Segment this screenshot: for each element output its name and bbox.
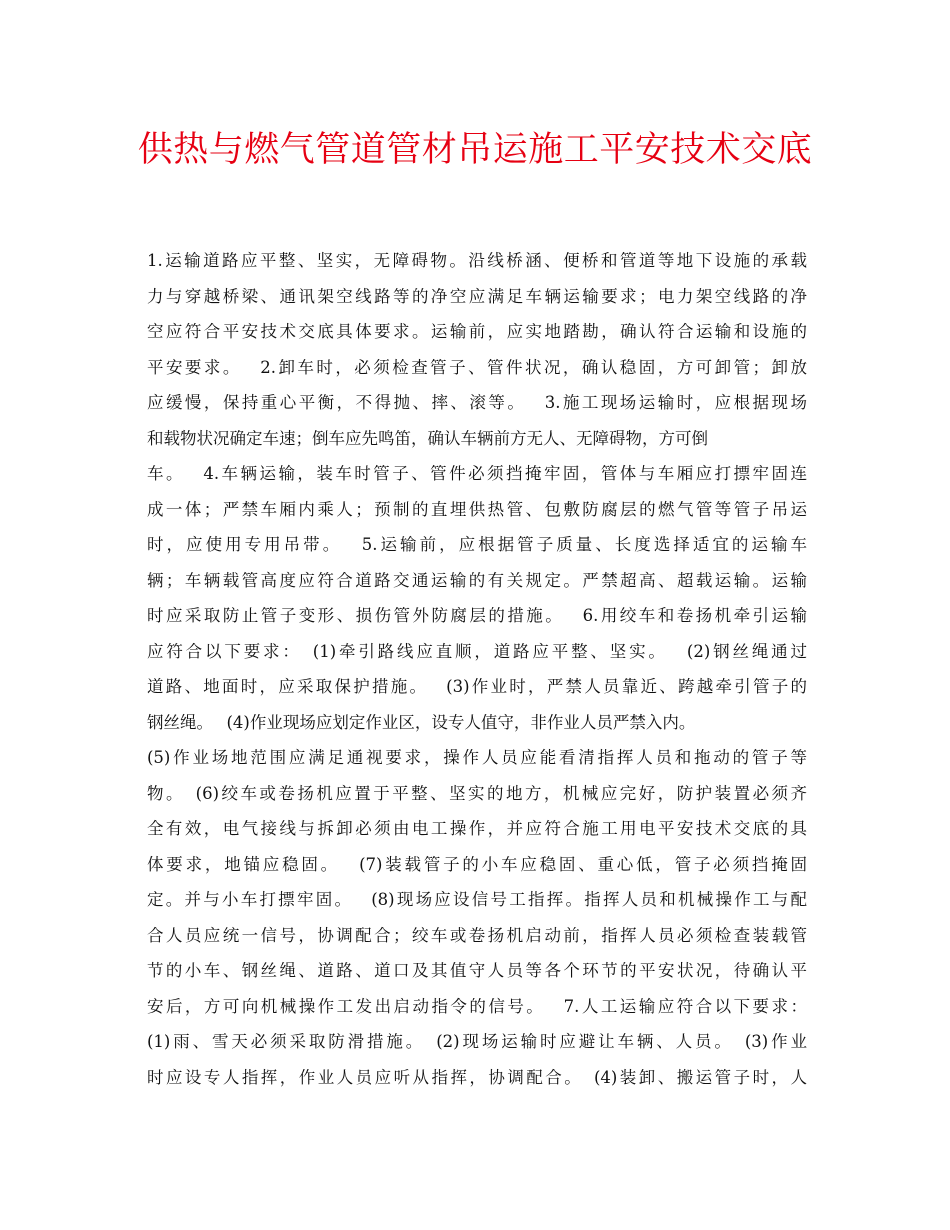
body-line: 力与穿越桥梁、通讯架空线路等的净空应满足车辆运输要求；电力架空线路的净 bbox=[147, 286, 807, 306]
body-line: 空应符合平安技术交底具体要求。运输前，应实地踏勘，确认符合运输和设施的 bbox=[147, 322, 807, 341]
body-line: (5)作业场地范围应满足通视要求，操作人员应能看清指挥人员和拖动的管子等 bbox=[147, 748, 807, 767]
body-line: 和载物状况确定车速；倒车应先鸣笛，确认车辆前方无人、无障碍物，方可倒 bbox=[147, 428, 708, 448]
document-body bbox=[147, 243, 807, 1095]
body-line: 时，应使用专用吊带。 5.运输前，应根据管子质量、长度选择适宜的运输车 bbox=[147, 535, 807, 554]
body-line: 应符合以下要求： (1)牵引路线应直顺，道路应平整、坚实。 (2)钢丝绳通过 bbox=[147, 641, 807, 661]
body-line: 时应采取防止管子变形、损伤管外防腐层的措施。 6.用绞车和卷扬机牵引运输 bbox=[147, 606, 807, 625]
body-line: 物。 (6)绞车或卷扬机应置于平整、坚实的地方，机械应完好，防护装置必须齐 bbox=[147, 783, 807, 803]
body-line: 合人员应统一信号，协调配合；绞车或卷扬机启动前，指挥人员必须检查装载管 bbox=[147, 925, 807, 945]
body-line: 安后，方可向机械操作工发出启动指令的信号。 7.人工运输应符合以下要求： bbox=[147, 996, 807, 1016]
body-line: 时应设专人指挥，作业人员应听从指挥，协调配合。 (4)装卸、搬运管子时，人 bbox=[147, 1067, 807, 1087]
body-line: (1)雨、雪天必须采取防滑措施。 (2)现场运输时应避让车辆、人员。 (3)作业 bbox=[147, 1032, 807, 1051]
body-line: 钢丝绳。 (4)作业现场应划定作业区，设专人值守，非作业人员严禁入内。 bbox=[147, 712, 696, 732]
body-line: 全有效，电气接线与拆卸必须由电工操作，并应符合施工用电平安技术交底的具 bbox=[147, 819, 807, 838]
body-line: 1.运输道路应平整、坚实，无障碍物。沿线桥涵、便桥和管道等地下设施的承载 bbox=[147, 251, 807, 270]
body-line: 平安要求。 2.卸车时，必须检查管子、管件状况，确认稳固，方可卸管；卸放 bbox=[147, 357, 807, 377]
body-line: 体要求，地锚应稳固。 (7)装载管子的小车应稳固、重心低，管子必须挡掩固 bbox=[147, 854, 807, 874]
document-title: 供热与燃气管道管材吊运施工平安技术交底 bbox=[137, 130, 813, 170]
body-line: 道路、地面时，应采取保护措施。 (3)作业时，严禁人员靠近、跨越牵引管子的 bbox=[147, 677, 807, 696]
body-line: 节的小车、钢丝绳、道路、道口及其值守人员等各个环节的平安状况，待确认平 bbox=[147, 961, 807, 980]
body-line: 成一体；严禁车厢内乘人；预制的直埋供热管、包敷防腐层的燃气管等管子吊运 bbox=[147, 499, 807, 519]
body-line: 辆；车辆载管高度应符合道路交通运输的有关规定。严禁超高、超载运输。运输 bbox=[147, 570, 807, 590]
body-line: 定。并与小车打摽牢固。 (8)现场应设信号工指挥。指挥人员和机械操作工与配 bbox=[147, 890, 807, 909]
body-line: 车。 4.车辆运输，装车时管子、管件必须挡掩牢固，管体与车厢应打摽牢固连 bbox=[147, 464, 807, 483]
body-line: 应缓慢，保持重心平衡，不得抛、摔、滚等。 3.施工现场运输时，应根据现场 bbox=[147, 393, 807, 412]
